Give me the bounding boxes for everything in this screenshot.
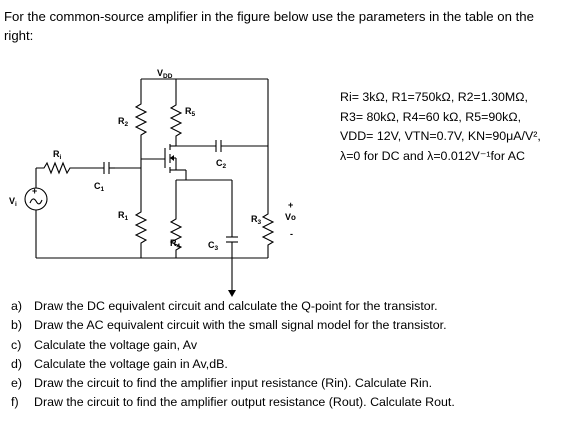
svg-text:R3: $R_3$	[251, 214, 262, 226]
mosfet-transistor	[141, 144, 186, 180]
task-item	[11, 316, 561, 335]
resistor-r2	[136, 101, 146, 143]
parameters-line-2: R3= 80kΩ, R4=60 kΩ, R5=90kΩ,	[340, 109, 522, 124]
task-text: Draw the DC equivalent circuit and calculate the Q-point for the transistor.	[34, 299, 438, 313]
resistor-r1	[136, 208, 146, 258]
svg-text:R2: $R_2$	[118, 116, 129, 128]
svg-text:R5: $R_5$	[185, 106, 196, 118]
svg-text:C1: $C_1$	[94, 181, 105, 193]
capacitor-c3	[226, 237, 238, 242]
task-list	[11, 297, 561, 413]
svg-text:R4: $R_4$	[170, 238, 181, 250]
ground-arrow	[228, 290, 236, 297]
svg-text:-: -	[290, 229, 293, 239]
task-text: Calculate the voltage gain in Av,dB.	[34, 356, 228, 371]
task-text: Draw the circuit to find the amplifier input resistance (Rin). Calculate Rin.	[34, 376, 433, 391]
svg-text:R1: $R_1$	[118, 210, 129, 222]
svg-text:Vi: $V_i$	[9, 196, 17, 208]
svg-text:Vo: Vo	[285, 212, 296, 222]
task-item	[11, 336, 561, 355]
voltage-source-vi	[25, 186, 47, 210]
circuit-labels	[9, 68, 296, 252]
task-text: Draw the AC equivalent circuit with the small signal model for the transistor.	[34, 318, 447, 333]
task-label: c)	[11, 337, 22, 352]
task-item	[11, 355, 561, 374]
task-label: a)	[11, 299, 23, 313]
task-text: Draw the circuit to find the amplifier output resistance (Rout). Calculate Rout.	[34, 395, 455, 410]
svg-text:Ri: $R_i$	[53, 149, 62, 161]
parameters-line-1: Ri= 3kΩ, R1=750kΩ, R2=1.30MΩ,	[340, 90, 528, 104]
task-label: b)	[11, 318, 23, 333]
capacitor-c1	[104, 162, 109, 174]
svg-text:+: +	[32, 186, 38, 196]
task-item	[11, 393, 561, 412]
resistor-r4	[171, 216, 181, 258]
question-intro: For the common-source amplifier in the figure below use the parameters in the table on the right:	[4, 9, 534, 43]
parameters-table	[340, 88, 558, 166]
task-item	[11, 297, 561, 316]
parameters-line-4: λ=0 for DC and λ=0.012V⁻¹for AC	[340, 148, 525, 163]
resistor-r5	[171, 102, 181, 146]
vdd-rail	[141, 79, 268, 102]
svg-text:C2: $C_2$	[216, 158, 227, 170]
capacitor-c2	[216, 140, 221, 152]
task-label: e)	[11, 376, 23, 391]
svg-text:VDD: $V_{DD}$	[157, 68, 173, 80]
task-label: f)	[11, 395, 19, 410]
task-item	[11, 374, 561, 393]
resistor-r3	[263, 211, 273, 258]
svg-text:+: +	[288, 200, 294, 210]
resistor-ri	[36, 163, 78, 173]
task-text: Calculate the voltage gain, Av	[34, 337, 198, 352]
svg-text:C3: $C_3$	[208, 240, 219, 252]
parameters-line-3: VDD= 12V, VTN=0.7V, KN=90μA/V²,	[340, 129, 541, 143]
task-label: d)	[11, 356, 23, 371]
